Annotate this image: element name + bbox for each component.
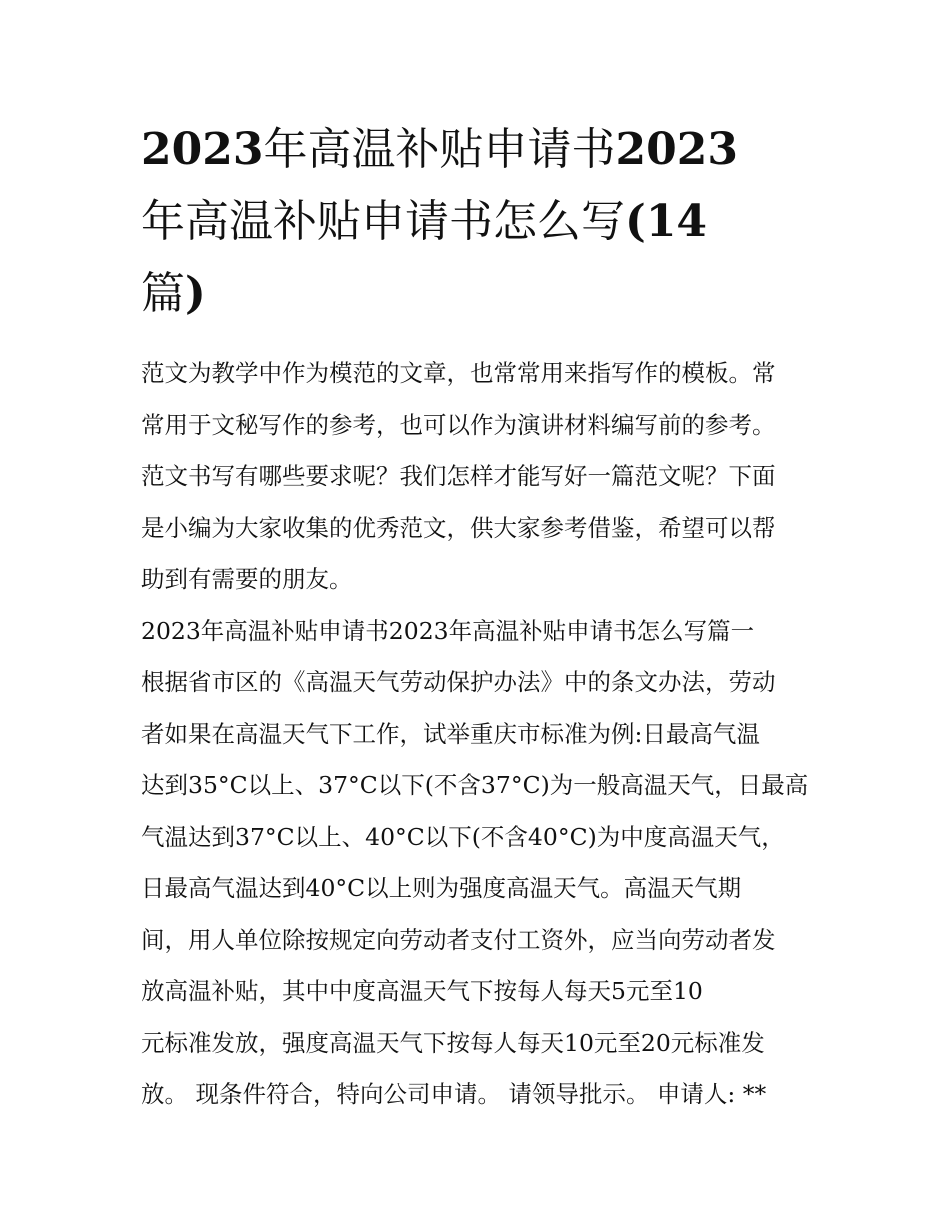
document-page	[141, 114, 821, 1121]
body-line-15: 放。 现条件符合，特向公司申请。 请领导批示。 申请人: **	[141, 1080, 767, 1108]
body-line-7: 根据省市区的《高温天气劳动保护办法》中的条文办法，劳动	[141, 668, 776, 696]
body-line-2: 常用于文秘写作的参考，也可以作为演讲材料编写前的参考。	[141, 410, 776, 439]
title-line-3: 篇)	[141, 268, 206, 319]
body-line-9: 达到35°C以上、37°C以下(不含37°C)为一般高温天气，日最高	[141, 771, 809, 799]
body-line-14: 元标准发放，强度高温天气下按每人每天10元至20元标准发	[141, 1028, 765, 1057]
body-line-1: 范文为教学中作为模范的文章，也常常用来指写作的模板。常	[141, 359, 776, 387]
body-line-4: 是小编为大家收集的优秀范文，供大家参考借鉴，希望可以帮	[141, 513, 776, 542]
document-title	[141, 114, 821, 330]
title-line-2: 年高温补贴申请书怎么写(14	[141, 196, 708, 247]
body-line-8: 者如果在高温天气下工作，试举重庆市标准为例:日最高气温	[141, 719, 760, 748]
body-line-10: 气温达到37°C以上、40°C以下(不含40°C)为中度高温天气，	[141, 822, 785, 851]
body-line-3: 范文书写有哪些要求呢？我们怎样才能写好一篇范文呢？下面	[141, 462, 776, 490]
body-line-13: 放高温补贴，其中中度高温天气下按每人每天5元至10	[141, 977, 703, 1005]
document-body	[141, 348, 821, 1121]
body-line-5: 助到有需要的朋友。	[141, 565, 353, 593]
title-line-1: 2023年高温补贴申请书2023	[141, 124, 738, 175]
body-line-12: 间，用人单位除按规定向劳动者支付工资外，应当向劳动者发	[141, 925, 776, 954]
section-heading-line: 2023年高温补贴申请书2023年高温补贴申请书怎么写篇一	[141, 616, 755, 645]
body-line-11: 日最高气温达到40°C以上则为强度高温天气。高温天气期	[141, 874, 742, 902]
